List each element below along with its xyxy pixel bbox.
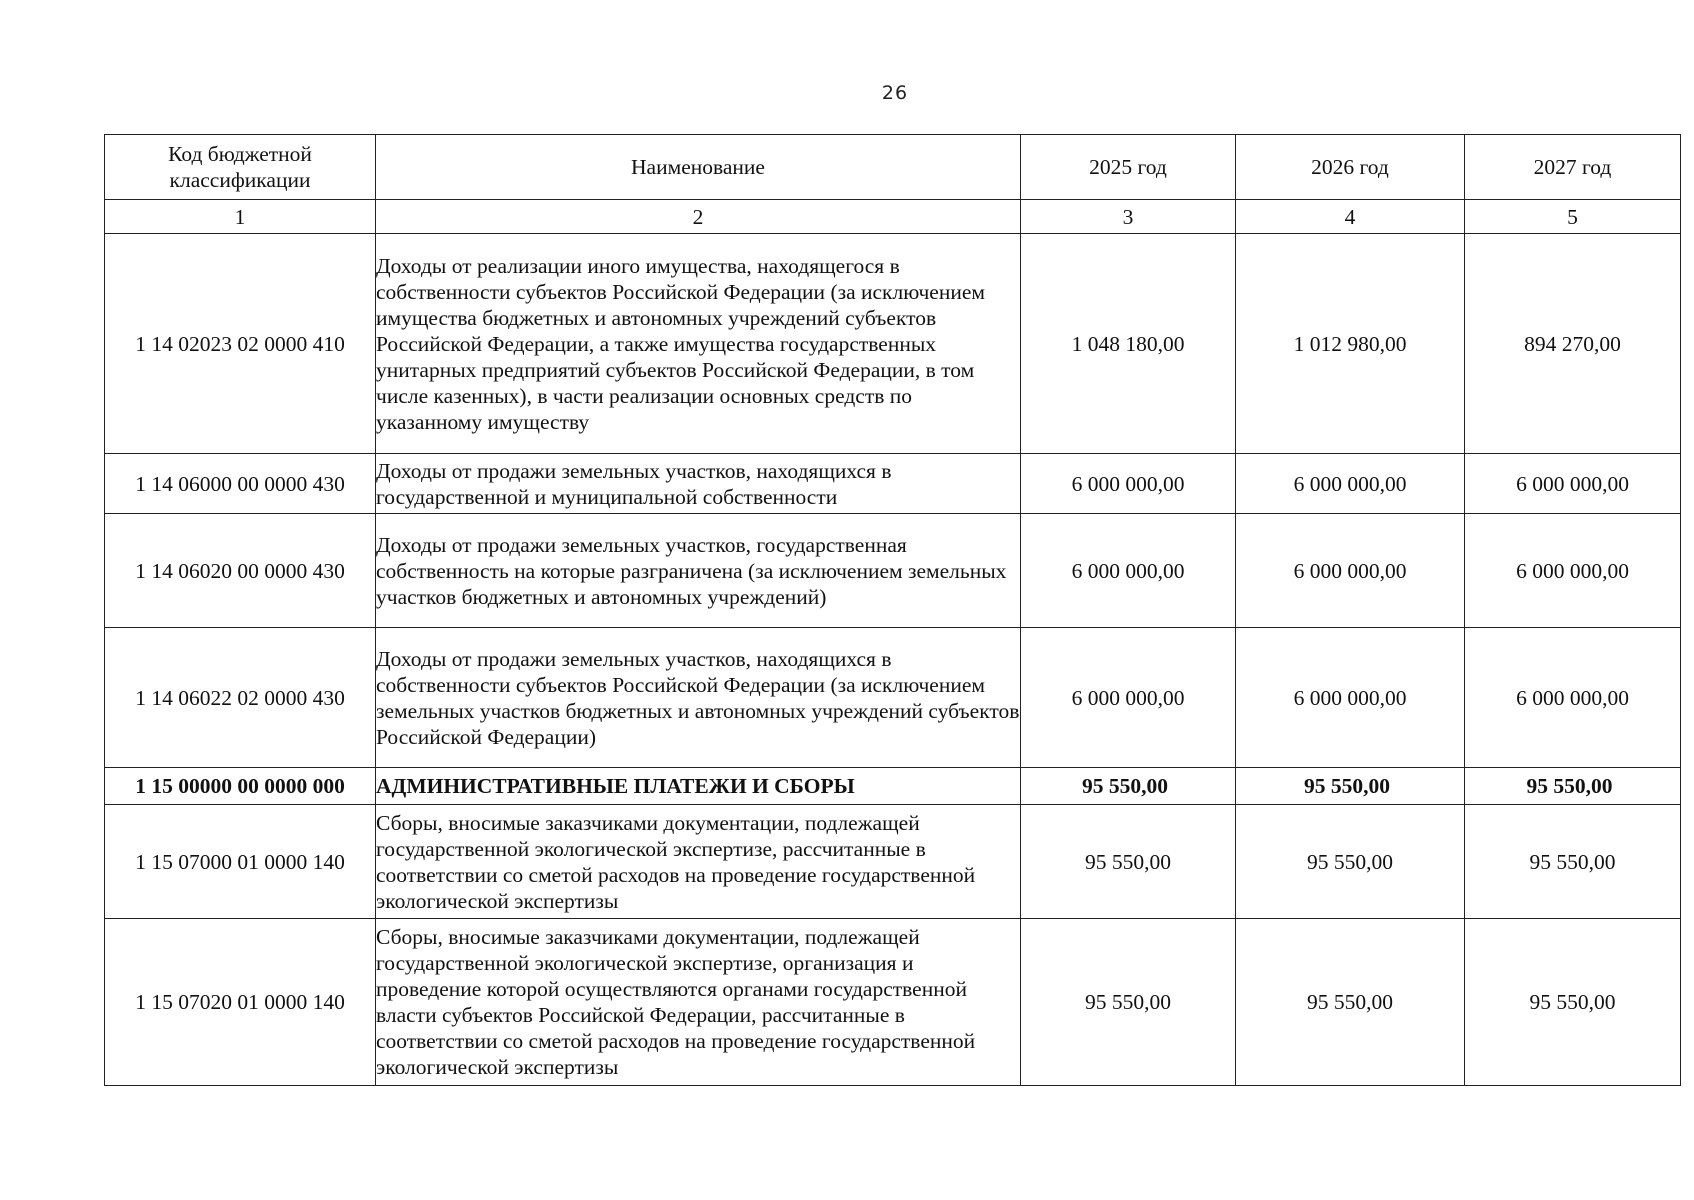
budget-code: 1 14 02023 02 0000 410 <box>105 234 376 454</box>
amount-2026: 6 000 000,00 <box>1236 628 1465 768</box>
amount-2026: 95 550,00 <box>1236 768 1465 805</box>
column-number: 1 <box>105 200 376 234</box>
column-number: 4 <box>1236 200 1465 234</box>
table-row <box>105 628 1681 768</box>
amount-2026: 6 000 000,00 <box>1236 454 1465 514</box>
amount-2026: 1 012 980,00 <box>1236 234 1465 454</box>
table-row <box>105 514 1681 628</box>
amount-2027: 6 000 000,00 <box>1465 514 1681 628</box>
amount-2025: 95 550,00 <box>1021 805 1236 919</box>
page-number: 26 <box>881 82 909 104</box>
item-name: Доходы от продажи земельных участков, находящихся в государственной и муниципальной собственности <box>376 454 1021 514</box>
amount-2027: 6 000 000,00 <box>1465 454 1681 514</box>
header-name: Наименование <box>376 135 1021 200</box>
amount-2027: 95 550,00 <box>1465 919 1681 1086</box>
budget-code: 1 14 06022 02 0000 430 <box>105 628 376 768</box>
budget-code: 1 15 00000 00 0000 000 <box>105 768 376 805</box>
header-2027: 2027 год <box>1465 135 1681 200</box>
amount-2027: 6 000 000,00 <box>1465 628 1681 768</box>
header-2025: 2025 год <box>1021 135 1236 200</box>
table-header-row <box>105 135 1681 200</box>
item-name: Доходы от реализации иного имущества, находящегося в собственности субъектов Российской Федерации (за исключением имущества бюджетных и автономных учреждений субъектов Российской Федерации, а также имущества государственных унитарных предприятий субъектов Российской Федерации, в том числе казенных), в части реализации основных средств по указанному имуществу <box>376 234 1021 454</box>
column-number-row <box>105 200 1681 234</box>
amount-2025: 95 550,00 <box>1021 768 1236 805</box>
amount-2025: 6 000 000,00 <box>1021 514 1236 628</box>
amount-2025: 6 000 000,00 <box>1021 628 1236 768</box>
column-number: 3 <box>1021 200 1236 234</box>
header-code: Код бюджетной классификации <box>105 135 376 200</box>
table-row <box>105 805 1681 919</box>
budget-code: 1 15 07020 01 0000 140 <box>105 919 376 1086</box>
amount-2025: 6 000 000,00 <box>1021 454 1236 514</box>
amount-2027: 95 550,00 <box>1465 805 1681 919</box>
budget-code: 1 15 07000 01 0000 140 <box>105 805 376 919</box>
budget-code: 1 14 06000 00 0000 430 <box>105 454 376 514</box>
budget-table <box>104 134 1681 1086</box>
item-name: Сборы, вносимые заказчиками документации, подлежащей государственной экологической экспертизе, организация и проведение которой осуществляются органами государственной власти субъектов Российской Федерации, рассчитанные в соответствии со сметой расходов на проведение государственной экологической экспертизы <box>376 919 1021 1086</box>
amount-2026: 6 000 000,00 <box>1236 514 1465 628</box>
item-name: Доходы от продажи земельных участков, государственная собственность на которые разграничена (за исключением земельных участков бюджетных и автономных учреждений) <box>376 514 1021 628</box>
amount-2025: 1 048 180,00 <box>1021 234 1236 454</box>
column-number: 2 <box>376 200 1021 234</box>
item-name: Сборы, вносимые заказчиками документации, подлежащей государственной экологической экспертизе, рассчитанные в соответствии со сметой расходов на проведение государственной экологической экспертизы <box>376 805 1021 919</box>
amount-2026: 95 550,00 <box>1236 805 1465 919</box>
amount-2026: 95 550,00 <box>1236 919 1465 1086</box>
table-row-section-total <box>105 768 1681 805</box>
column-number: 5 <box>1465 200 1681 234</box>
table-row <box>105 234 1681 454</box>
table-row <box>105 919 1681 1086</box>
amount-2027: 95 550,00 <box>1465 768 1681 805</box>
header-2026: 2026 год <box>1236 135 1465 200</box>
amount-2027: 894 270,00 <box>1465 234 1681 454</box>
amount-2025: 95 550,00 <box>1021 919 1236 1086</box>
item-name: Доходы от продажи земельных участков, находящихся в собственности субъектов Российской Федерации (за исключением земельных участков бюджетных и автономных учреждений субъектов Российской Федерации) <box>376 628 1021 768</box>
budget-code: 1 14 06020 00 0000 430 <box>105 514 376 628</box>
item-name: АДМИНИСТРАТИВНЫЕ ПЛАТЕЖИ И СБОРЫ <box>376 768 1021 805</box>
table-row <box>105 454 1681 514</box>
